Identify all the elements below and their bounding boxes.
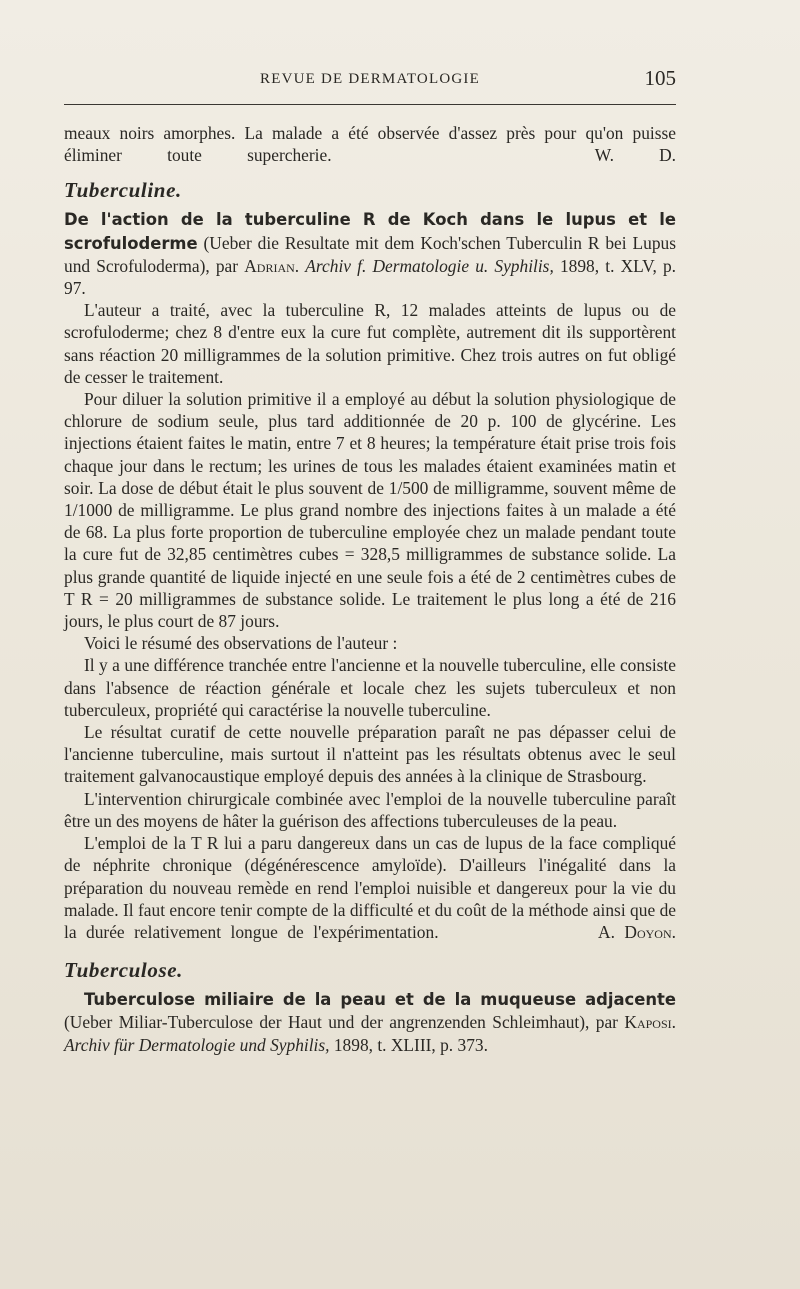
- article-title: De l'action de la tuberculine R de Koch dans le lupus et le scrofuloderme: [64, 210, 676, 253]
- article-title: Tuberculose miliaire de la peau et de la muqueuse adjacente: [84, 990, 676, 1010]
- paragraph: Pour diluer la solution primitive il a employé au début la solution physiologique de chlorure de sodium seule, plus tard additionnée de 20 p. 100 de glycérine. Les injections étaient faites le matin, entre 7 et 8 heures; la température était prise trois fois chaque jour dans le rectum; les urines de tous les malades étaient examinées matin et soir. La dose de début était le plus souvent de 1/500 de milligramme, souvent même de 1/1000 de milligramme. Le plus grand nombre des injections faites à un malade a été de 68. La plus forte proportion de tuberculine employée chez un malade pendant toute la cure fut de 32,85 centimètres cubes = 328,5 milligrammes de substance solide. La plus grande quantité de liquide injecté en une seule fois a été de 2 centimètres cubes de T R = 20 milligrammes de substance solide. Le traitement le plus long a été de 216 jours, le plus court de 87 jours.: [64, 389, 676, 632]
- author-name: Adrian.: [244, 255, 300, 276]
- paragraph: Il y a une différence tranchée entre l'ancienne et la nouvelle tuberculine, elle consiste dans l'absence de réaction générale et locale chez les sujets tuberculeux et non tuberculeux, propriété qui caractérise la nouvelle tuberculine.: [64, 655, 676, 720]
- article-signature: A. Doyon.: [598, 921, 676, 942]
- reference-text: (Ueber die Resultate mit dem Koch'schen Tuberculin R bei Lupus und Scrofuloderma), par: [64, 232, 676, 276]
- paragraph: Le résultat curatif de cette nouvelle préparation paraît ne pas dépasser celui de l'ancienne tuberculine, mais surtout il n'atteint pas les résultats obtenus avec le seul traitement galvanocaustique employé depuis des années à la clinique de Strasbourg.: [64, 722, 676, 787]
- journal-name: Archiv für Dermatologie und Syphilis,: [64, 1034, 330, 1055]
- reference-text: (Ueber Miliar-Tuberculose der Haut und der angrenzenden Schleimhaut), par: [64, 1012, 618, 1033]
- previous-article-signature: W. D.: [594, 145, 676, 166]
- paragraph-text: L'emploi de la T R lui a paru dangereux dans un cas de lupus de la face compliqué de néphrite chronique (dégénérescence amyloïde). D'ailleurs l'inégalité dans la préparation du nouveau remède en rend l'emploi nuisible et dangereux pour la vie du malade. Il faut encore tenir compte de la difficulté et du coût de la méthode ainsi que de la durée relativement longue de l'expérimentation.: [64, 833, 676, 942]
- author-name: Kaposi.: [624, 1012, 676, 1033]
- paragraph: L'intervention chirurgicale combinée avec l'emploi de la nouvelle tuberculine paraît être un des moyens de hâter la guérison des affections tuberculeuses de la peau.: [64, 788, 676, 831]
- paragraph: L'auteur a traité, avec la tuberculine R, 12 malades atteints de lupus ou de scrofuloderme; chez 8 d'entre eux la cure fut complète, autrement dit ils supportèrent sans réaction 20 milligrammes de la solution primitive. Chez trois autres on fut obligé de cesser le traitement.: [64, 300, 676, 387]
- journal-name: Archiv f. Dermatologie u. Syphilis,: [305, 255, 554, 276]
- previous-article-text: meaux noirs amorphes. La malade a été observée d'assez près pour qu'on puisse éliminer toute supercherie.: [64, 123, 676, 166]
- section-heading-tuberculose: Tuberculose.: [64, 958, 183, 983]
- page-header: [64, 66, 676, 96]
- page-body: [64, 122, 676, 1056]
- reference-details: 1898, t. XLV, p. 97.: [64, 255, 676, 299]
- running-title: REVUE DE DERMATOLOGIE: [260, 71, 480, 87]
- reference-details: 1898, t. XLIII, p. 373.: [333, 1034, 488, 1055]
- page-number: 105: [644, 66, 676, 90]
- section-heading-tuberculine: Tuberculine.: [64, 178, 182, 203]
- header-rule: [64, 104, 676, 105]
- article-reference-tuberculose: [64, 988, 676, 1056]
- previous-article-ending: [64, 122, 676, 166]
- paragraph-with-signature: [64, 832, 676, 943]
- paragraph: Voici le résumé des observations de l'auteur :: [84, 633, 398, 654]
- article-reference-tuberculine: [64, 208, 676, 299]
